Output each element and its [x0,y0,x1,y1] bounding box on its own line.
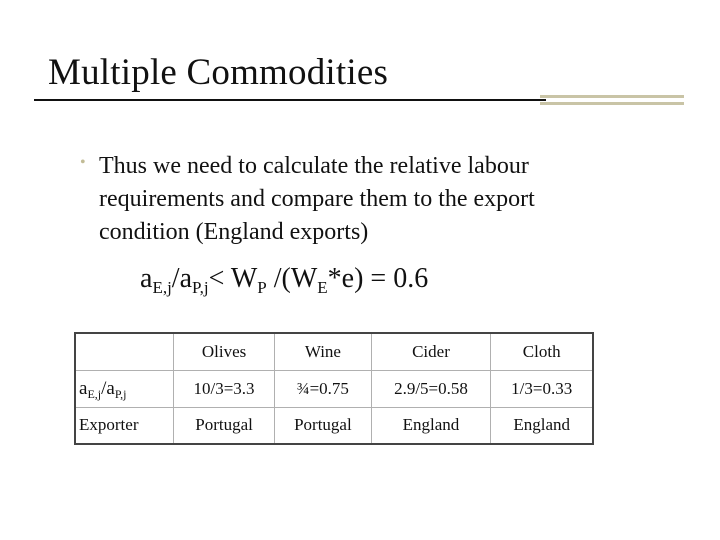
formula-a: a [140,263,153,294]
export-condition-formula [140,262,428,296]
table-header-cell: Cloth [491,333,593,370]
formula-sub-ej: E,j [152,278,172,297]
slide-title: Multiple Commodities [48,52,389,93]
row-label-exporter: Exporter [75,407,173,444]
formula-sub-pj: P,j [192,278,209,297]
formula-sub-p: P [257,278,267,297]
table-cell: England [371,407,491,444]
table-cell: 10/3=3.3 [173,370,274,407]
table-cell: 2.9/5=0.58 [371,370,491,407]
commodity-table [74,332,594,445]
table-row [75,370,593,407]
table-header-cell [75,333,173,370]
table-cell: Portugal [173,407,274,444]
title-underline [34,99,546,101]
formula-lt-w: < W [208,263,258,294]
accent-bar-top [540,95,684,98]
bullet-text: Thus we need to calculate the relative labour requirements and compare them to the export condition (England exports) [99,153,535,245]
bullet-dot-icon: • [80,154,86,171]
table-cell: 1/3=0.33 [491,370,593,407]
table-cell: Portugal [275,407,371,444]
formula-sub-e: E [317,278,328,297]
table-cell: ¾=0.75 [275,370,371,407]
table-header-cell: Olives [173,333,274,370]
formula-mid: /(W [266,263,318,294]
table-header-cell: Cider [371,333,491,370]
formula-slash: /a [171,263,193,294]
accent-bar-bottom [540,102,684,105]
formula-tail: *e) = 0.6 [327,263,429,294]
table-header-cell: Wine [275,333,371,370]
row-label-labour-ratio: $a_{E,j}/a_{P,j}$ [75,370,173,407]
table-row [75,407,593,444]
table-cell: England [491,407,593,444]
table-header-row [75,333,593,370]
